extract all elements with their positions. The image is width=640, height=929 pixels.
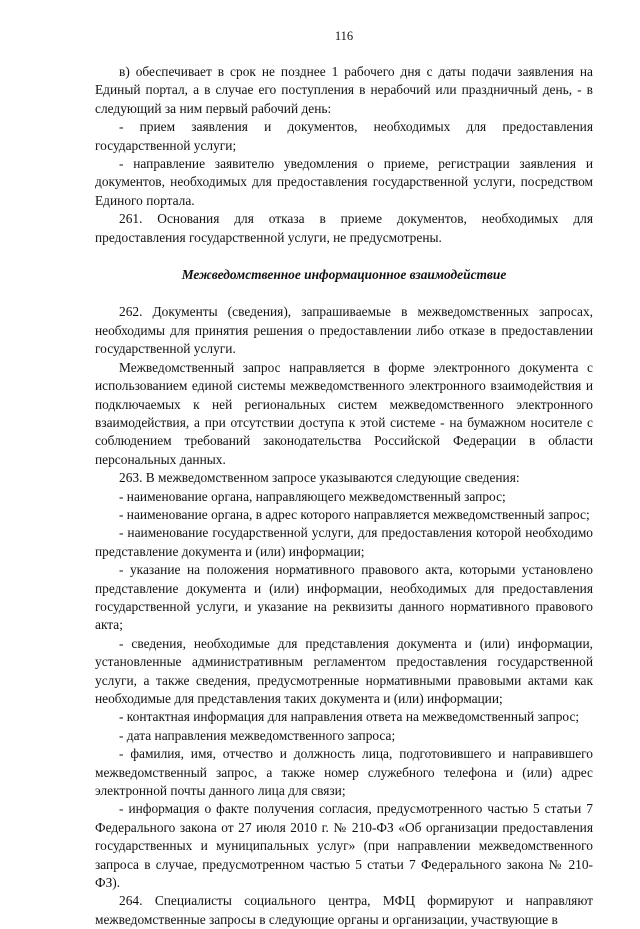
paragraph: 264. Специалисты социального центра, МФЦ формируют и направляют межведомственные запросы в следующие органы и организации, участвующие в: [95, 893, 593, 927]
list-item: - фамилия, имя, отчество и должность лица, подготовившего и направившего межведомственный запрос, а также номер служебного телефона и (или) адрес электронной почты данного лица для связи;: [95, 746, 593, 799]
list-item: - сведения, необходимые для представления документа и (или) информации, установленные административным регламентом предоставления государственной услуги, а также сведения, предусмотренные нормативными правовыми актами как необходимые для представления таких документа и (или) информации;: [95, 635, 593, 706]
list-item: - прием заявления и документов, необходимых для предоставления государственной услуги;: [95, 119, 593, 153]
list-item: - дата направления межведомственного запроса;: [119, 727, 396, 743]
paragraph: 261. Основания для отказа в приеме документов, необходимых для предоставления государственной услуги, не предусмотрены.: [95, 211, 593, 245]
list-item: - указание на положения нормативного правового акта, которыми установлено представление документа и (или) информации, необходимых для предоставления государственной услуги, и указание на реквизиты данного нормативного правового акта;: [95, 562, 593, 633]
paragraph: 263. В межведомственном запросе указываются следующие сведения:: [119, 470, 520, 486]
list-item: - наименование государственной услуги, для предоставления которой необходимо представление документа и (или) информации;: [95, 525, 593, 559]
list-item: - контактная информация для направления ответа на межведомственный запрос;: [119, 709, 580, 725]
paragraph: Межведомственный запрос направляется в форме электронного документа с использованием единой системы межведомственного электронного взаимодействия и подключаемых к ней региональных систем межведомственного электронного взаимодействия, а при отсутствии доступа к этой системе - на бумажном носителе с соблюдением требований законодательства Российской Федерации в области персональных данных.: [95, 359, 593, 467]
section-heading: Межведомственное информационное взаимодействие: [181, 267, 507, 283]
paragraph: 262. Документы (сведения), запрашиваемые в межведомственных запросах, необходимы для принятия решения о предоставлении либо отказе в предоставлении государственной услуги.: [95, 304, 593, 357]
list-item: - наименование органа, в адрес которого направляется межведомственный запрос;: [119, 506, 590, 522]
page-number: 116: [334, 29, 354, 43]
paragraph: в) обеспечивает в срок не позднее 1 рабочего дня с даты подачи заявления на Единый портал, а в случае его поступления в нерабочий или праздничный день, - в следующий за ним первый рабочий день:: [95, 64, 593, 116]
list-item: - информация о факте получения согласия, предусмотренного частью 5 статьи 7 Федерального закона от 27 июля 2010 г. № 210-ФЗ «Об организации предоставления государственных и муниципальных услуг» (при направлении межведомственного запроса в случае, предусмотренном частью 5 статьи 7 Федерального закона № 210-ФЗ).: [95, 801, 593, 891]
list-item: - направление заявителю уведомления о приеме, регистрации заявления и документов, необходимых для предоставления государственной услуги, посредством Единого портала.: [95, 156, 593, 208]
list-item: - наименование органа, направляющего межведомственный запрос;: [119, 488, 506, 504]
